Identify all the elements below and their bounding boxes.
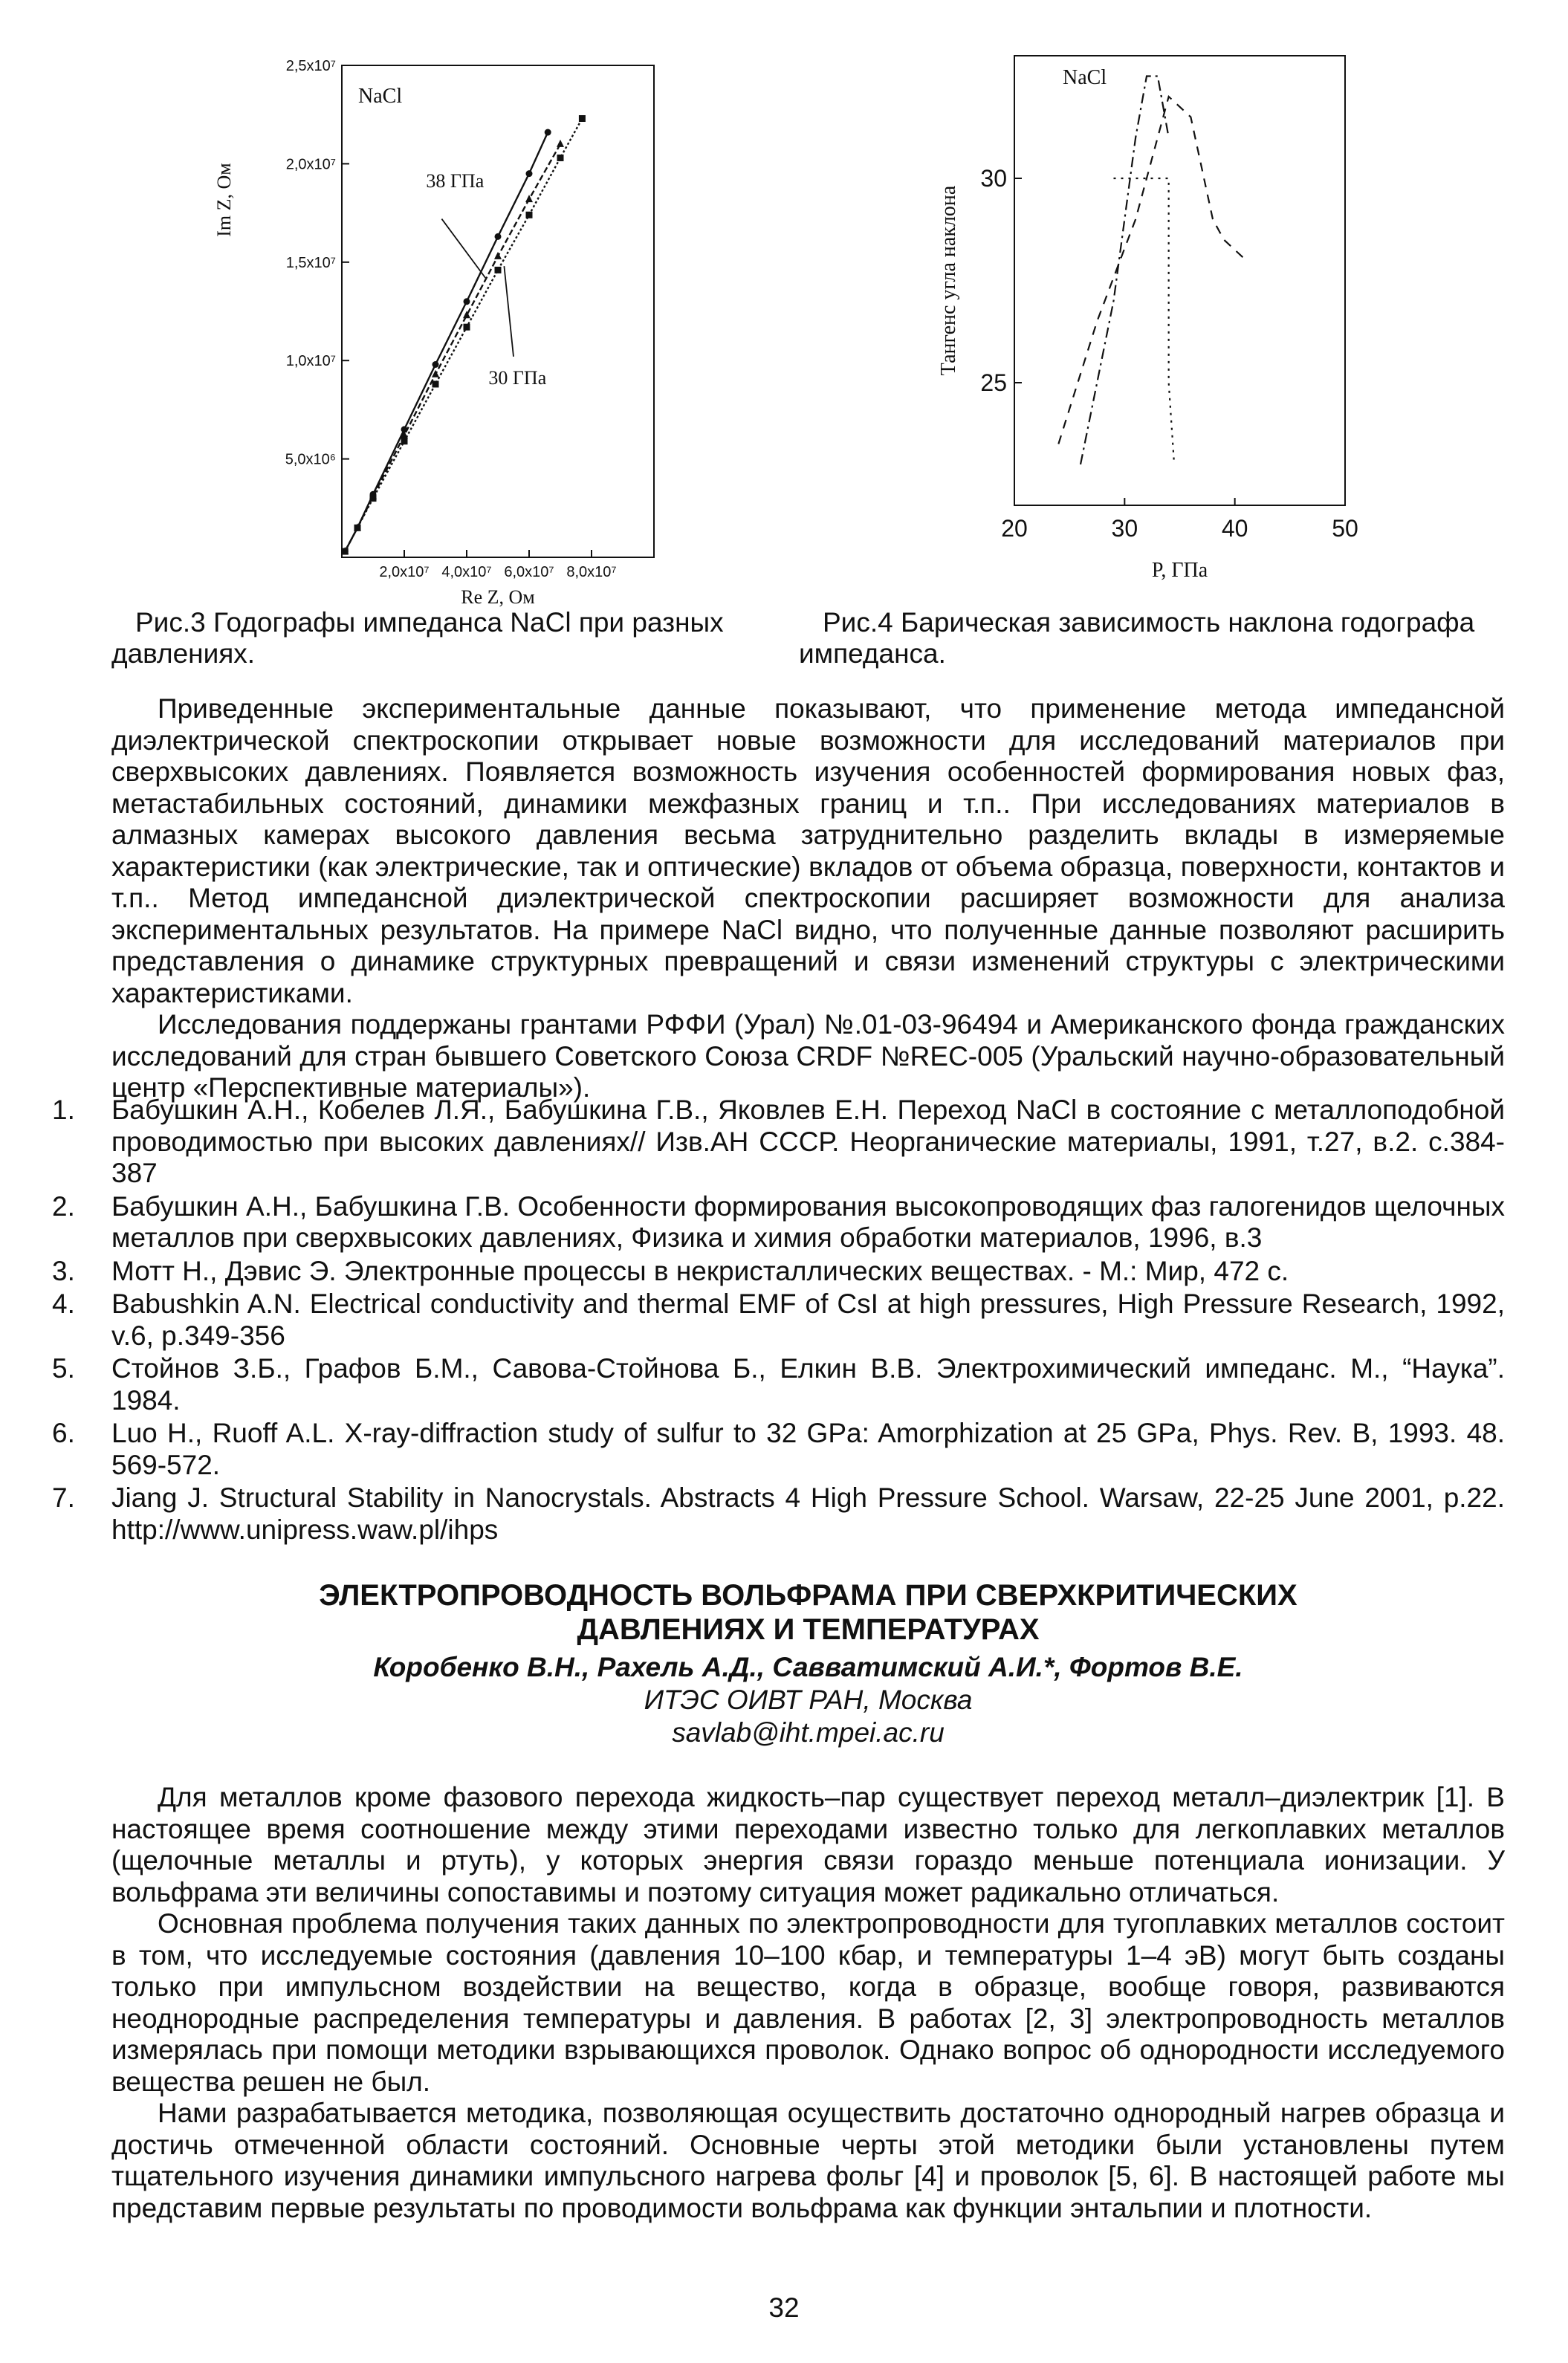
fig3-data-point <box>464 324 470 331</box>
fig3-data-point <box>557 140 564 147</box>
reference-text: Бабушкин А.Н., Бабушкина Г.В. Особенности формирования высокопроводящих фаз галогенидов щелочных металлов при сверхвысоких давлениях, Физика и химия обработки материалов, 1996, в.3 <box>111 1190 1505 1253</box>
paragraph: Нами разрабатывается методика, позволяющая осуществить достаточно однородный нагрев образца и достичь отмеченной области состояний. Основные черты этой методики были установлены путем тщательного изучения динамики импульсного нагрева фольг [4] и проволок [5, 6]. В настоящей работе мы представим первые результаты по проводимости вольфрама как функции энтальпии и плотности. <box>111 2098 1505 2223</box>
figure-3-caption: Рис.3 Годографы импеданса NaCl при разных давлениях. <box>111 607 724 669</box>
reference-item <box>52 1191 1505 1254</box>
reference-text: Jiang J. Structural Stability in Nanocrystals. Abstracts 4 High Pressure School. Warsaw, 22-25 June 2001, p.22. http://www.unipress.waw.pl/ihps <box>111 1482 1505 1545</box>
fig3-data-point <box>433 361 439 368</box>
fig4-y-tick-label: 30 <box>980 165 1007 192</box>
paragraph: Исследования поддержаны грантами РФФИ (Урал) №.01-03-96494 и Американского фонда гражданских исследований для стран бывшего Советского Союза CRDF №REC-005 (Уральский научно-образовательный центр «Перспективные материалы»). <box>111 1009 1505 1103</box>
article-email: savlab@iht.mpei.ac.ru <box>672 1717 945 1748</box>
body-text-top <box>111 693 1505 1104</box>
reference-number: 6. <box>52 1418 75 1448</box>
fig3-x-tick-label: 8,0x10⁷ <box>566 564 617 580</box>
reference-item <box>52 1353 1505 1416</box>
reference-item <box>52 1095 1505 1190</box>
fig4-chart <box>914 45 1397 594</box>
fig3-data-point <box>433 380 439 387</box>
reference-item <box>52 1256 1505 1288</box>
reference-text: Бабушкин А.Н., Кобелев Л.Я., Бабушкина Г.В., Яковлев Е.Н. Переход NaCl в состояние с металлоподобной проводимостью при высоких давлениях// Изв.АН СССР. Неорганические материалы, 1991, т.27, в.2. с.384-387 <box>111 1095 1505 1188</box>
fig3-data-point <box>579 115 586 122</box>
fig3-series-line <box>345 144 560 551</box>
fig4-x-axis-label: P, ГПа <box>1151 559 1208 582</box>
fig3-plot-frame <box>342 65 654 557</box>
fig3-data-point <box>557 155 564 161</box>
fig3-annotation-leader <box>441 219 485 278</box>
fig3-y-tick-label: 2,0x10⁷ <box>285 156 336 173</box>
paragraph: Для металлов кроме фазового перехода жидкость–пар существует переход металл–диэлектрик [1]. В настоящее время соотношение между этими переходами известно только для легкоплавких металлов (щелочные металлы и ртуть), у которых энергия связи гораздо меньше потенциала ионизации. У вольфрама эти величины сопоставимы и поэтому ситуация может радикально отличаться. <box>111 1782 1505 1907</box>
fig4-x-tick-label: 50 <box>1332 515 1358 542</box>
reference-number: 2. <box>52 1190 75 1222</box>
reference-text: Luo H., Ruoff A.L. X-ray-diffraction study of sulfur to 32 GPa: Amorphization at 25 GPa, Phys. Rev. B, 1993. 48. 569-572. <box>111 1418 1505 1480</box>
reference-item <box>52 1418 1505 1481</box>
figure-3 <box>201 45 691 608</box>
article-affiliation: ИТЭС ОИВТ РАН, Москва <box>644 1685 973 1715</box>
reference-number: 7. <box>52 1482 75 1513</box>
article-title-line-1: ЭЛЕКТРОПРОВОДНОСТЬ ВОЛЬФРАМА ПРИ СВЕРХКРИТИЧЕСКИХ <box>319 1579 1298 1612</box>
fig4-x-tick-label: 30 <box>1111 515 1138 542</box>
fig4-y-tick-label: 25 <box>980 369 1007 396</box>
fig3-y-tick-label: 5,0x10⁶ <box>285 451 336 468</box>
fig3-data-point <box>401 438 408 444</box>
reference-text: Babushkin A.N. Electrical conductivity and thermal EMF of CsI at high pressures, High Pressure Research, 1992, v.6, p.349-356 <box>111 1289 1505 1351</box>
reference-number: 4. <box>52 1289 75 1319</box>
page-number: 32 <box>768 2292 800 2323</box>
figure-4 <box>914 45 1397 594</box>
fig3-chart-title: NaCl <box>358 85 403 108</box>
reference-list <box>52 1095 1505 1547</box>
article-authors: Коробенко В.Н., Рахель А.Д., Савватимский А.И.*, Фортов В.Е. <box>373 1652 1243 1682</box>
fig3-x-tick-label: 2,0x10⁷ <box>379 564 430 580</box>
reference-item <box>52 1482 1505 1546</box>
fig3-y-tick-label: 1,0x10⁷ <box>285 353 336 370</box>
fig3-data-point <box>526 212 533 218</box>
fig3-x-tick-label: 6,0x10⁷ <box>504 564 554 580</box>
paragraph: Основная проблема получения таких данных по электропроводности для тугоплавких металлов состоит в том, что исследуемые состояния (давления 10–100 кбар, и температуры 1–4 эВ) могут быть созданы только при импульсном воздействии на вещество, когда в образце, вообще говоря, развиваются неоднородные распределения температуры и давления. В работах [2, 3] электропроводность металлов измерялась при помощи методики взрывающихся проволок. Однако вопрос об однородности исследуемого вещества решен не был. <box>111 1908 1505 2097</box>
fig3-annotation-leader <box>504 266 514 357</box>
fig3-data-point <box>464 298 470 305</box>
fig3-annotation-38gpa: 38 ГПа <box>426 170 485 192</box>
fig3-annotation-30gpa: 30 ГПа <box>488 366 547 389</box>
reference-number: 3. <box>52 1255 75 1286</box>
fig3-chart <box>201 45 691 608</box>
fig4-plot-frame <box>1014 56 1345 505</box>
fig3-data-point <box>545 129 551 136</box>
fig3-y-tick-label: 1,5x10⁷ <box>285 254 336 271</box>
fig3-data-point <box>526 170 533 177</box>
fig3-data-point <box>370 495 377 502</box>
fig3-y-axis-label: Im Z, Ом <box>213 163 235 237</box>
fig3-data-point <box>342 548 349 555</box>
article-body <box>111 1782 1505 2224</box>
fig4-y-axis-label: Тангенс угла наклона <box>937 185 960 376</box>
fig4-series-line <box>1058 97 1245 444</box>
fig3-data-point <box>494 252 502 259</box>
fig3-data-point <box>354 525 361 531</box>
fig3-y-tick-label: 2,5x10⁷ <box>285 58 336 74</box>
reference-number: 1. <box>52 1095 75 1125</box>
reference-text: Мотт Н., Дэвис Э. Электронные процессы в некристаллических веществах. - М.: Мир, 472 с. <box>111 1255 1289 1286</box>
paragraph: Приведенные экспериментальные данные показывают, что применение метода импедансной диэлектрической спектроскопии открывает новые возможности для исследований материалов при сверхвысоких давлениях. Появляется возможность изучения особенностей формирования новых фаз, метастабильных состояний, динамики межфазных границ и т.п.. При исследованиях материалов в алмазных камерах высокого давления весьма затруднительно разделить вклады в измеряемые характеристики (как электрические, так и оптические) вкладов от объема образца, поверхности, контактов и т.п.. Метод импедансной диэлектрической спектроскопии расширяет возможности для анализа экспериментальных результатов. На примере NaCl видно, что полученные данные позволяют расширить представления о динамике структурных превращений и связи изменений структуры с электрическими характеристиками. <box>111 693 1505 1008</box>
fig3-data-point <box>495 267 502 273</box>
fig4-x-tick-label: 20 <box>1001 515 1028 542</box>
fig3-data-point <box>495 233 502 240</box>
fig3-x-axis-label: Re Z, Ом <box>461 586 535 608</box>
reference-text: Стойнов З.Б., Графов Б.М., Савова-Стойнова Б., Елкин В.В. Электрохимический импеданс. М., “Наука”. 1984. <box>111 1353 1505 1416</box>
fig4-series-line <box>1081 77 1169 465</box>
fig3-series-line <box>345 132 548 551</box>
article-title-line-2: ДАВЛЕНИЯХ И ТЕМПЕРАТУРАХ <box>577 1613 1040 1646</box>
fig4-chart-title: NaCl <box>1063 66 1107 89</box>
fig3-x-tick-label: 4,0x10⁷ <box>441 564 492 580</box>
reference-item <box>52 1289 1505 1352</box>
reference-number: 5. <box>52 1353 75 1384</box>
fig4-series-line <box>1114 178 1175 464</box>
figure-4-caption: Рис.4 Барическая зависимость наклона годографа импеданса. <box>799 607 1475 669</box>
fig4-x-tick-label: 40 <box>1221 515 1248 542</box>
